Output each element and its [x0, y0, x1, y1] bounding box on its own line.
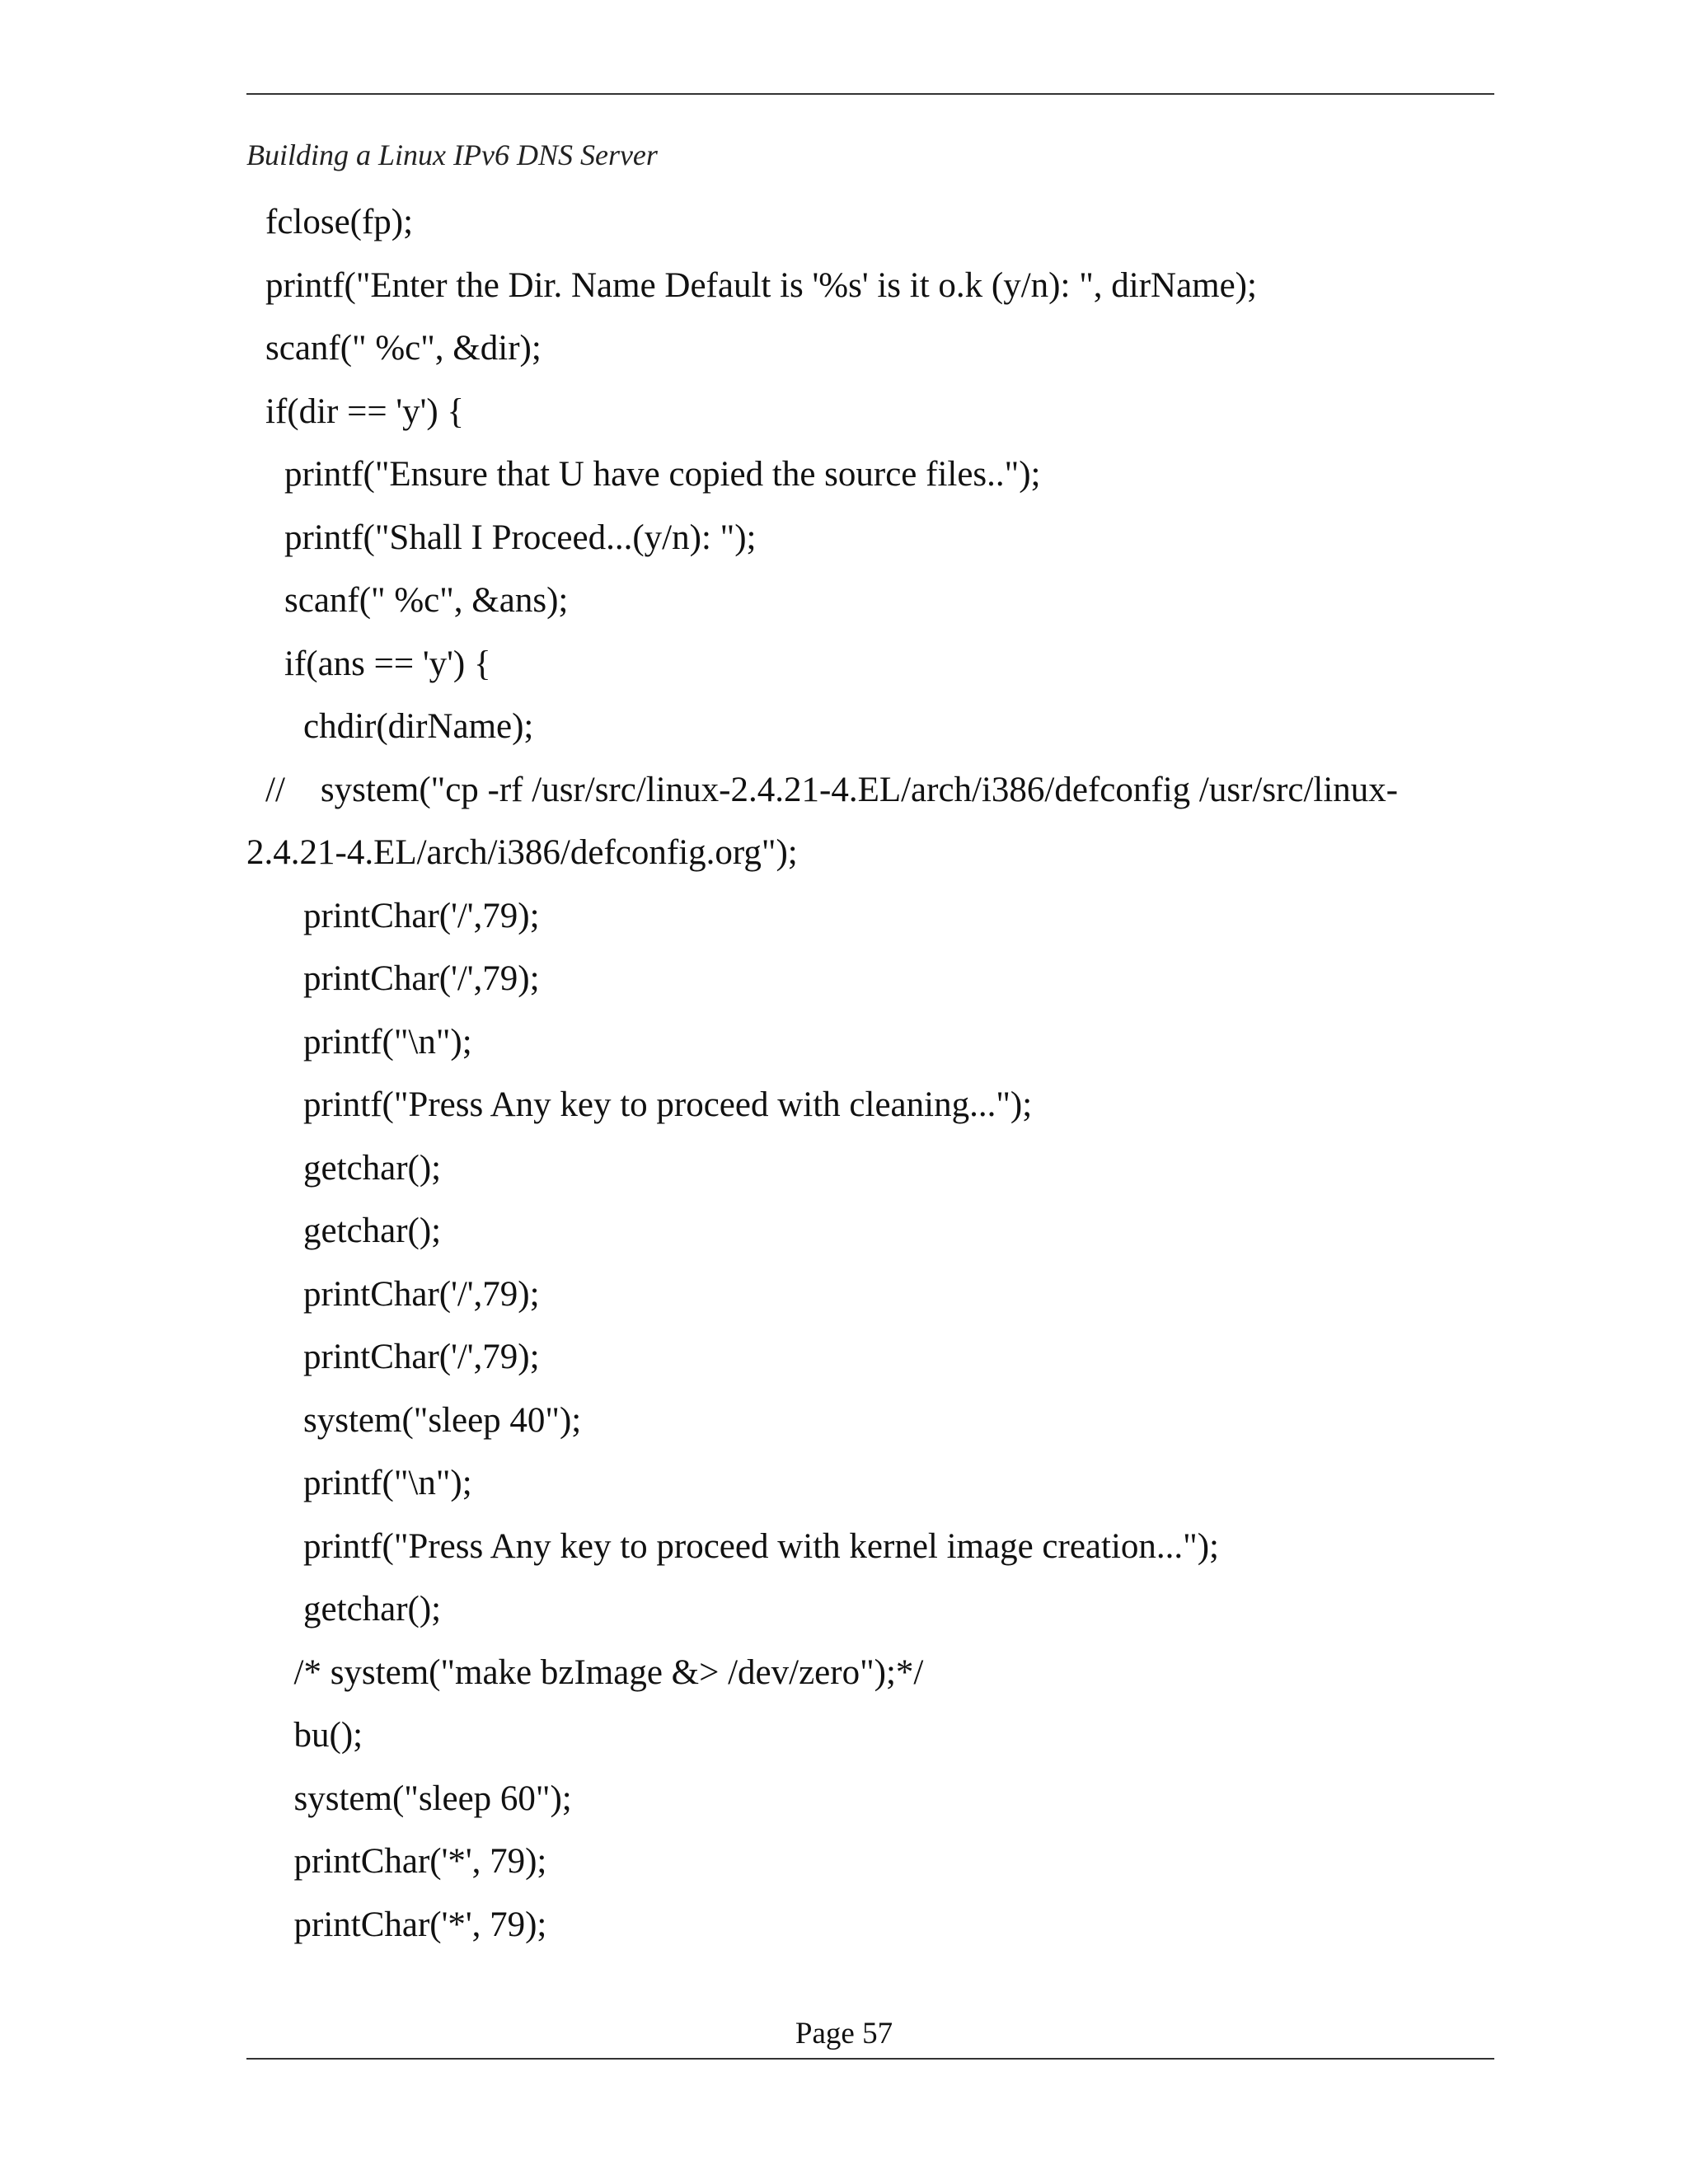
code-line: system("sleep 40");	[303, 1400, 582, 1440]
page-number: Page 57	[795, 2017, 893, 2050]
code-line: printChar('/',79);	[303, 1338, 540, 1376]
code-line: 2.4.21-4.EL/arch/i386/defconfig.org");	[246, 833, 798, 872]
code-line: // system("cp -rf /usr/src/linux-2.4.21-4.EL/arch/i386/defconfig /usr/src/linux-	[265, 770, 1399, 809]
code-line: if(dir == 'y') {	[265, 391, 465, 431]
code-line: printChar('/',79);	[303, 896, 540, 935]
running-header-title: Building a Linux IPv6 DNS Server	[246, 138, 658, 171]
code-line: printf("\n");	[303, 1022, 472, 1062]
code-line: bu();	[293, 1716, 363, 1755]
code-line: fclose(fp);	[265, 203, 414, 241]
code-line: scanf(" %c", &ans);	[284, 581, 569, 620]
code-line: getchar();	[303, 1590, 442, 1629]
footer-rule	[246, 2058, 1494, 2060]
header-rule	[246, 93, 1494, 95]
code-line: system("sleep 60");	[293, 1779, 572, 1818]
code-line: printChar('/',79);	[303, 959, 540, 998]
code-line: printf("Press Any key to proceed with kernel image creation...");	[303, 1526, 1219, 1566]
code-line: getchar();	[303, 1212, 442, 1250]
code-line: printf("\n");	[303, 1464, 472, 1502]
code-line: if(ans == 'y') {	[284, 644, 491, 683]
code-line: printf("Press Any key to proceed with cleaning...");	[303, 1085, 1033, 1124]
code-line: printf("Enter the Dir. Name Default is '%s' is it o.k (y/n): ", dirName);	[265, 265, 1257, 305]
code-line: printf("Ensure that U have copied the source files..");	[284, 455, 1041, 494]
code-line: chdir(dirName);	[303, 707, 534, 746]
code-line: scanf(" %c", &dir);	[265, 329, 542, 368]
code-line: printChar('/',79);	[303, 1274, 540, 1314]
code-line: /* system("make bzImage &> /dev/zero");*/	[293, 1652, 924, 1692]
code-line: printChar('*', 79);	[293, 1905, 547, 1944]
code-line: printf("Shall I Proceed...(y/n): ");	[284, 518, 757, 557]
code-line: getchar();	[303, 1148, 442, 1188]
code-listing	[246, 191, 1494, 1957]
code-line: printChar('*', 79);	[293, 1842, 547, 1881]
